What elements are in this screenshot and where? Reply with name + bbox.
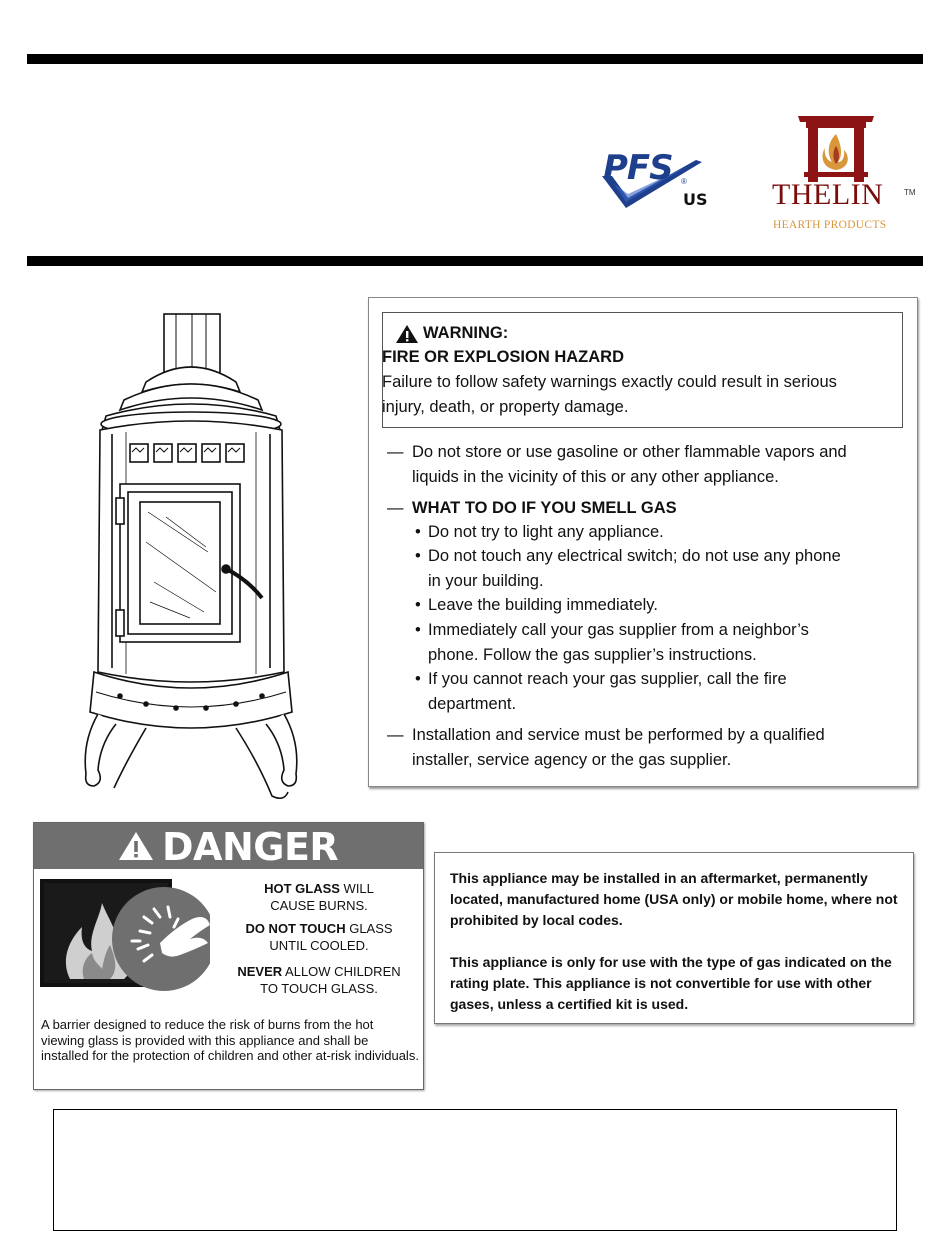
dash-marker: —	[387, 443, 404, 461]
pfs-wordmark: PFS	[603, 148, 673, 188]
warning-description	[382, 370, 892, 419]
danger-header	[34, 823, 423, 869]
danger-line-4: UNTIL COOLED.	[269, 938, 369, 953]
warning-description-line-2: injury, death, or property damage.	[382, 397, 629, 416]
warning-title-text: WARNING:	[423, 324, 509, 342]
danger-line-2: CAUSE BURNS.	[270, 898, 368, 913]
gas-type-paragraph: This appliance is only for use with the type of gas indicated on the rating plate. This appliance is not convertible for use with other gases, unless a certified kit is used.	[450, 954, 892, 1012]
thelin-wordmark: THELIN	[772, 178, 884, 211]
danger-line-5	[219, 963, 419, 980]
thelin-subtitle: HEARTH PRODUCTS	[773, 219, 887, 231]
blank-notice-box	[53, 1109, 897, 1231]
warning-description-line-1: Failure to follow safety warnings exactly could result in serious	[382, 373, 837, 391]
dash-marker: —	[387, 726, 404, 744]
bullet-text: Do not try to light any appliance.	[428, 523, 664, 541]
stove-illustration	[76, 312, 306, 804]
danger-triangle-icon	[118, 831, 154, 861]
danger-box	[33, 822, 424, 1090]
danger-line-6: TO TOUCH GLASS.	[260, 981, 378, 996]
danger-line-3-rest: GLASS	[345, 921, 393, 936]
danger-line-1-bold: HOT GLASS	[264, 881, 340, 896]
bullet-text: If you cannot reach your gas supplier, call the fire	[428, 670, 787, 688]
pfs-country: US	[683, 190, 708, 209]
bullet-text-continued: department.	[428, 694, 517, 713]
bullet-text-continued: in your building.	[428, 571, 544, 590]
danger-line-3-bold: DO NOT TOUCH	[245, 921, 346, 936]
installation-line-1: Installation and service must be performed by a qualified	[412, 726, 825, 744]
smell-gas-title: WHAT TO DO IF YOU SMELL GAS	[412, 499, 677, 517]
warning-title	[395, 321, 508, 346]
warning-triangle-icon	[395, 324, 419, 344]
warning-box: WARNING: FIRE OR EXPLOSION HAZARD Failure to follow safety warnings exactly could result in serious injury, death, or property damage. — Do not store or use gasoline or other flammable vapors and liquids in the vicinity of this or any other appliance. — WHAT TO DO IF YOU SMELL GAS • Do not try to light any appliance. • Do not touch any electrical switch; do not use any phone in your building. • Leave the building immediately. • Immediately call your gas supplier from a neighbor’s phone. Follow the gas supplier’s instructions. • If you cannot reach your gas supplier, call the fire department. — Installation and service must be performed by a qualified installer, service agency or the gas supplier.	[368, 297, 918, 787]
danger-line-5-rest: ALLOW CHILDREN	[282, 964, 401, 979]
mobile-home-paragraph: This appliance may be installed in an aftermarket, permanently located, manufactured home (USA only) or mobile home, where not prohibited by local codes.	[450, 870, 898, 928]
danger-barrier-text: A barrier designed to reduce the risk of burns from the hot viewing glass is provided with this appliance and shall be installed for the protection of children and other at-risk individuals.	[41, 1017, 419, 1063]
bottom-rule	[27, 256, 923, 266]
danger-line-5-bold: NEVER	[237, 964, 283, 979]
dash-marker: —	[387, 499, 404, 517]
storage-warning-line-2: liquids in the vicinity of this or any other appliance.	[412, 467, 779, 486]
danger-line-1-rest: WILL	[339, 881, 374, 896]
bullet-text: Immediately call your gas supplier from a neighbor’s	[428, 621, 809, 639]
bullet-text: Do not touch any electrical switch; do not use any phone	[428, 547, 841, 565]
warning-hazard: FIRE OR EXPLOSION HAZARD	[382, 348, 625, 366]
bullet-text-continued: phone. Follow the gas supplier’s instructions.	[428, 645, 757, 664]
storage-warning-line-1: Do not store or use gasoline or other flammable vapors and	[412, 443, 847, 461]
mobile-home-notice	[434, 852, 914, 1024]
danger-title: DANGER	[162, 825, 339, 869]
danger-line-3	[219, 920, 419, 937]
bullet-text: Leave the building immediately.	[428, 596, 658, 614]
danger-line-1	[219, 880, 419, 897]
top-rule	[27, 54, 923, 64]
pfs-registered-mark: ®	[681, 177, 687, 186]
hot-glass-hand-icon	[40, 879, 210, 994]
thelin-trademark: TM	[904, 188, 916, 197]
installation-line-2: installer, service agency or the gas supplier.	[412, 750, 732, 769]
